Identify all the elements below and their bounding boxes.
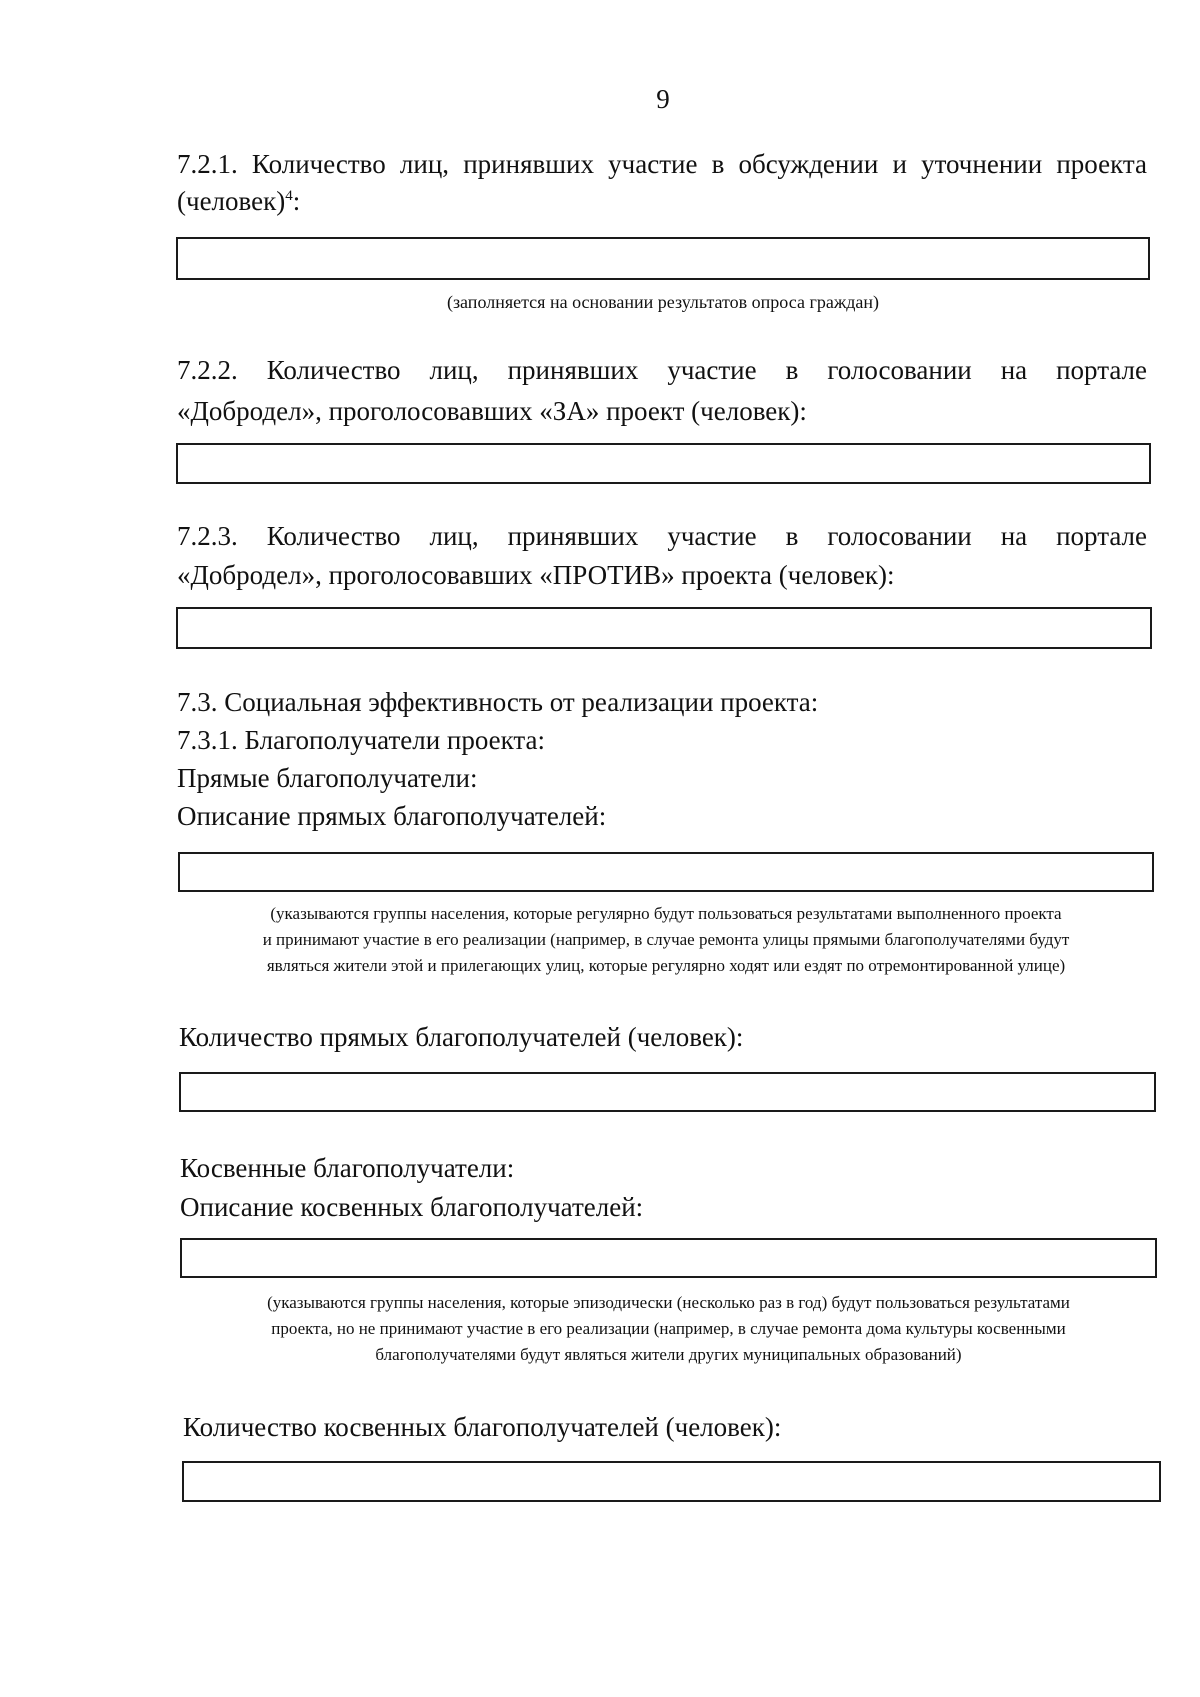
votes-for-field[interactable]: [176, 443, 1151, 484]
section-7-2-3-line2: «Добродел», проголосовавших «ПРОТИВ» проекта (человек):: [177, 560, 895, 590]
direct-note-line2: и принимают участие в его реализации (например, в случае ремонта улицы прямыми благополучателями будут: [262, 930, 1070, 949]
section-7-2-1-heading: [177, 146, 1147, 220]
direct-description-note: [178, 901, 1154, 979]
direct-beneficiaries-label: Прямые благополучатели:: [177, 763, 478, 793]
indirect-note-line2: проекта, но не принимают участие в его реализации (например, в случае ремонта дома культуры косвенными: [271, 1319, 1066, 1338]
indirect-description-label: Описание косвенных благополучателей:: [180, 1192, 644, 1222]
page-number: 9: [656, 84, 670, 114]
section-7-3-1-title: 7.3.1. Благополучатели проекта:: [177, 725, 546, 755]
direct-note-line1: (указываются группы населения, которые регулярно будут пользоваться результатами выполненного проекта: [270, 904, 1062, 923]
direct-description-label: Описание прямых благополучателей:: [177, 801, 607, 831]
section-7-2-3-line1: 7.2.3. Количество лиц, принявших участие в голосовании на портале: [177, 521, 1147, 551]
participants-discussion-field[interactable]: [176, 237, 1150, 280]
indirect-count-label: Количество косвенных благополучателей (человек):: [183, 1412, 782, 1442]
section-7-2-1-suffix: :: [292, 186, 301, 216]
indirect-description-note: [180, 1290, 1157, 1368]
direct-count-field[interactable]: [179, 1072, 1156, 1112]
indirect-description-field[interactable]: [180, 1238, 1157, 1278]
direct-note-line3: являться жители этой и прилегающих улиц, которые регулярно ходят или ездят по отремонтированной улице): [266, 956, 1066, 975]
indirect-note-line1: (указываются группы населения, которые эпизодически (несколько раз в год) будут пользоваться результатами: [267, 1293, 1070, 1312]
section-7-2-2-line1: 7.2.2. Количество лиц, принявших участие в голосовании на портале: [177, 355, 1147, 385]
participants-discussion-note: (заполняется на основании результатов опроса граждан): [446, 292, 880, 312]
indirect-count-field[interactable]: [182, 1461, 1161, 1502]
footnote-mark: 4: [285, 188, 293, 204]
indirect-note-line3: благополучателями будут являться жители других муниципальных образований): [375, 1345, 962, 1364]
direct-count-label: Количество прямых благополучателей (человек):: [179, 1022, 744, 1052]
section-7-3-title: 7.3. Социальная эффективность от реализации проекта:: [177, 687, 819, 717]
section-7-2-2-line2: «Добродел», проголосовавших «ЗА» проект (человек):: [177, 396, 807, 426]
votes-against-field[interactable]: [176, 607, 1152, 649]
direct-description-field[interactable]: [178, 852, 1154, 892]
section-7-2-1-text: 7.2.1. Количество лиц, принявших участие в обсуждении и уточнении проекта (человек): [177, 149, 1147, 216]
indirect-beneficiaries-label: Косвенные благополучатели:: [180, 1153, 515, 1183]
